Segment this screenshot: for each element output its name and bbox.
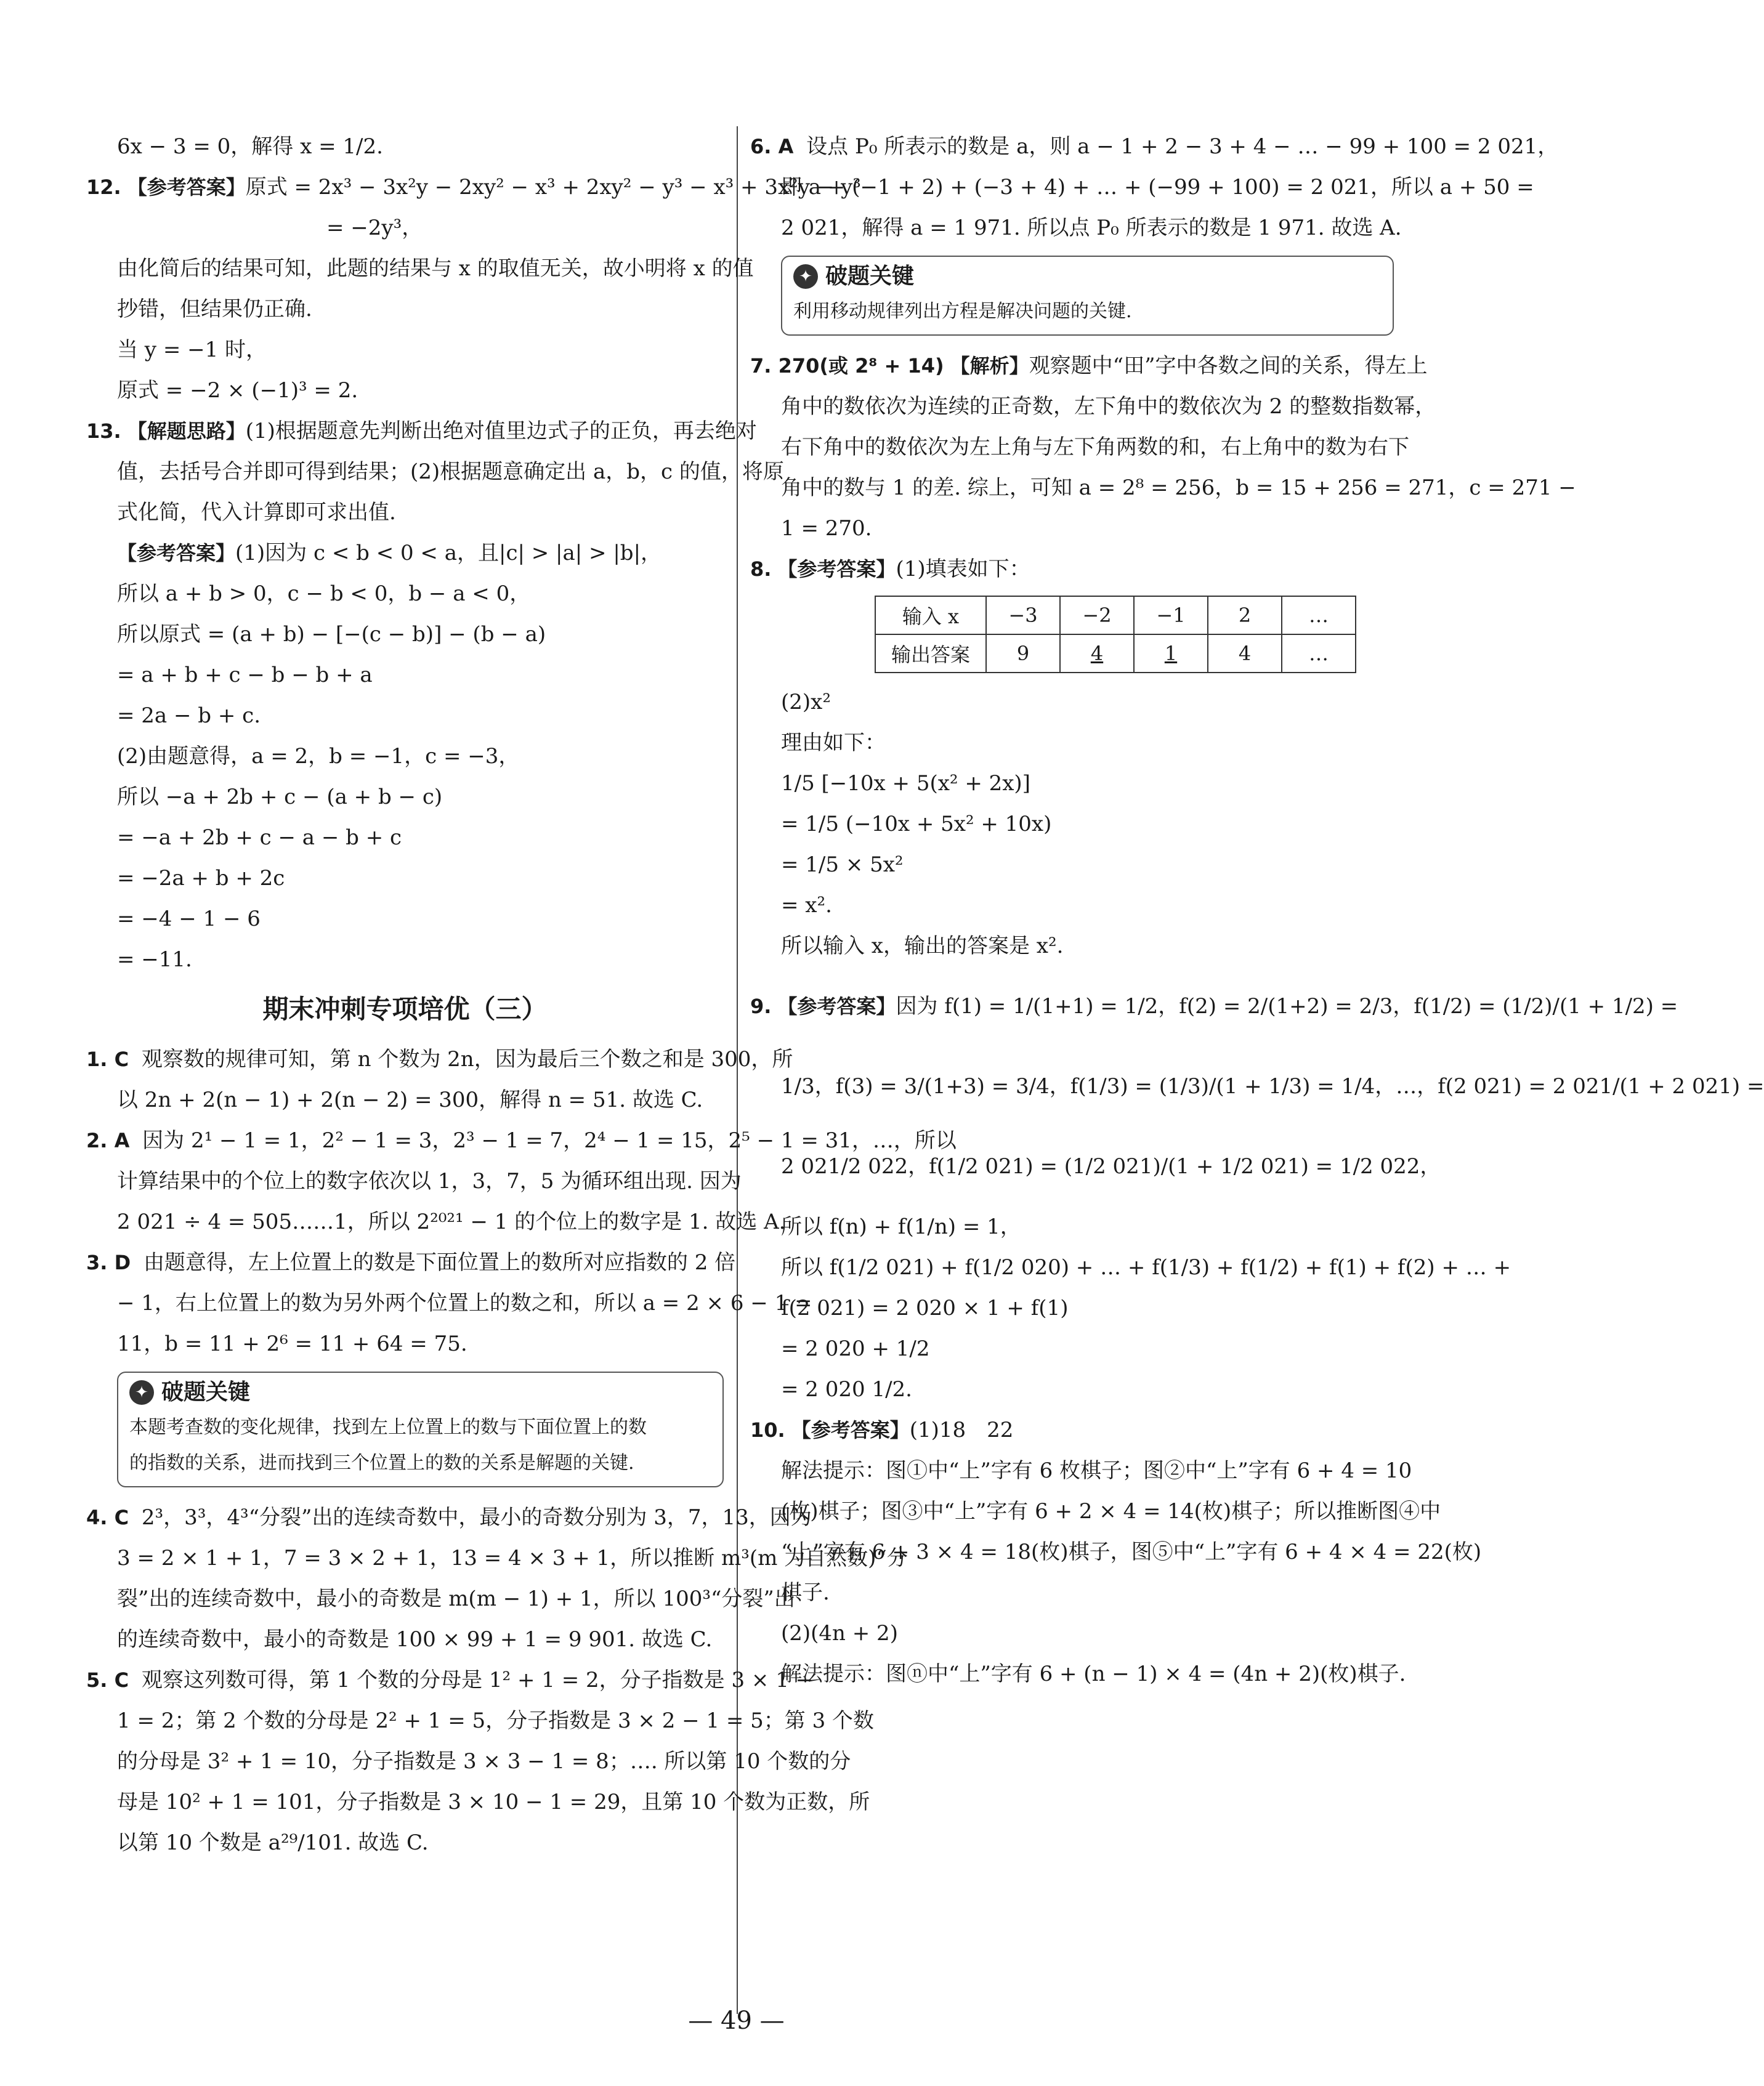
text-line: 原式 = −2 × (−1)³ = 2.: [117, 378, 358, 403]
text-line: 由化简后的结果可知，此题的结果与 x 的取值无关，故小明将 x 的值: [117, 256, 754, 281]
text-line: 裂”出的连续奇数中，最小的奇数是 m(m − 1) + 1，所以 100³“分裂”出: [117, 1587, 795, 1611]
text-line: (1)根据题意先判断出绝对值里边式子的正负，再去绝对: [245, 419, 757, 443]
text-line: 的分母是 3² + 1 = 10，分子指数是 3 × 3 − 1 = 8；…. 所以第 10 个数的分: [117, 1749, 851, 1774]
text-line: 所以 a + b > 0，c − b < 0，b − a < 0，: [117, 581, 531, 606]
question-number: 4. C: [86, 1506, 129, 1529]
question-number: 6. A: [750, 135, 794, 158]
formula-line: 1/5 [−10x + 5(x² + 2x)]: [781, 771, 1030, 796]
formula-line: f(2 021) = 2 020 × 1 + f(1): [781, 1296, 1069, 1320]
table-cell: −3: [986, 596, 1060, 634]
text-line: 解法提示：图①中“上”字有 6 枚棋子；图②中“上”字有 6 + 4 = 10: [781, 1458, 1412, 1483]
text-line: 计算结果中的个位上的数字依次以 1，3，7，5 为循环组出现. 因为: [117, 1169, 742, 1194]
q13-answer-line: [86, 533, 724, 573]
question-number: 10.: [750, 1418, 785, 1442]
text-line: 即 a + (−1 + 2) + (−3 + 4) + … + (−99 + 100) = 2 021，所以 a + 50 =: [781, 175, 1534, 200]
question-number: 12.: [86, 176, 121, 199]
question-number: 1. C: [86, 1048, 129, 1071]
text-line: = a + b + c − b − b + a: [117, 663, 373, 687]
analysis-tag: 【解析】: [950, 354, 1029, 378]
text-line: = −2y³，: [326, 216, 423, 240]
text-line: = −a + 2b + c − a − b + c: [117, 825, 402, 850]
text-line: 以第 10 个数是 a²⁹/101. 故选 C.: [117, 1830, 429, 1855]
solution-tag: 【解题思路】: [127, 419, 246, 443]
text-line: 以 2n + 2(n − 1) + 2(n − 2) = 300，解得 n = 51. 故选 C.: [117, 1088, 703, 1112]
table-cell: 4: [1060, 634, 1134, 673]
key-tip-box: [781, 256, 1394, 336]
text-line: (2)x²: [781, 690, 831, 714]
text-line: 所以原式 = (a + b) − [−(c − b)] − (b − a): [117, 622, 546, 647]
table-cell: 2: [1208, 596, 1282, 634]
question-number: 13.: [86, 419, 121, 443]
text-line: 所以输入 x，输出的答案是 x².: [781, 934, 1064, 958]
answer-tag: 【参考答案】: [777, 557, 896, 581]
question-number: 5. C: [86, 1668, 129, 1692]
section-title: 期末冲刺专项培优（三）: [262, 994, 548, 1024]
question-number: 9.: [750, 995, 772, 1018]
text-line: − 1，右上位置上的数为另外两个位置上的数之和，所以 a = 2 × 6 − 1 =: [117, 1291, 812, 1316]
text-line: 3 = 2 × 1 + 1，7 = 3 × 2 + 1，13 = 4 × 3 + 1，所以推断 m³(m 为自然数)“分: [117, 1546, 908, 1571]
text-line: 11，b = 11 + 2⁶ = 11 + 64 = 75.: [117, 1332, 467, 1356]
text-line: (1)填表如下：: [896, 557, 1030, 581]
formula-line: 因为 f(1) = 1/(1+1) = 1/2，f(2) = 2/(1+2) = 2/3，f(1/2) = (1/2)/(1 + 1/2) =: [896, 994, 1678, 1019]
text-line: (1)因为 c < b < 0 < a，且|c| > |a| > |b|，: [235, 541, 662, 565]
text-line: 当 y = −1 时，: [117, 338, 267, 362]
table-cell: 输出答案: [875, 634, 986, 673]
table-cell: …: [1282, 634, 1356, 673]
q4-line-1: [86, 1497, 812, 1538]
table-cell: −1: [1134, 596, 1208, 634]
text-line: 角中的数与 1 的差. 综上，可知 a = 2⁸ = 256，b = 15 + 256 = 271，c = 271 −: [781, 475, 1576, 500]
tip-header: [793, 259, 1382, 294]
text-line: 式化简，代入计算即可求出值.: [117, 500, 396, 525]
tip-text: 的指数的关系，进而找到三个位置上的数的关系是解题的关键.: [129, 1452, 634, 1474]
text-line: 观察这列数可得，第 1 个数的分母是 1² + 1 = 2，分子指数是 3 × 1 −: [141, 1668, 814, 1692]
q2-line-1: [86, 1120, 957, 1161]
q13-line-1: [86, 411, 757, 451]
text-line: 1 = 270.: [781, 516, 872, 541]
question-number: 3. D: [86, 1251, 131, 1274]
key-tip-box: [117, 1372, 724, 1487]
table-row: [875, 634, 1356, 673]
text-line: (枚)棋子；图③中“上”字有 6 + 2 × 4 = 14(枚)棋子；所以推断图④中: [781, 1499, 1441, 1524]
tip-header: [129, 1375, 711, 1410]
text-line: 棋子.: [781, 1580, 830, 1605]
text-line: 因为 2¹ − 1 = 1，2² − 1 = 3，2³ − 1 = 7，2⁴ − 1 = 15，2⁵ − 1 = 31，…，所以: [142, 1128, 957, 1153]
q10-line-1: [750, 1410, 1394, 1450]
text-line: 设点 P₀ 所表示的数是 a，则 a − 1 + 2 − 3 + 4 − … − 99 + 100 = 2 021，: [806, 134, 1559, 159]
answer-tag: 【参考答案】: [117, 541, 236, 565]
q5-line-1: [86, 1660, 814, 1700]
formula-line: = 1/5 × 5x²: [781, 852, 904, 877]
text-line: 母是 10² + 1 = 101，分子指数是 3 × 10 − 1 = 29，且第 10 个数为正数，所: [117, 1790, 870, 1814]
formula-line: 2 021/2 022，f(1/2 021) = (1/2 021)/(1 + 1/2 021) = 1/2 022，: [781, 1154, 1441, 1179]
text-line: “上”字有 6 + 3 × 4 = 18(枚)棋子，图⑤中“上”字有 6 + 4 × 4 = 22(枚): [781, 1540, 1482, 1564]
table-cell: 1: [1134, 634, 1208, 673]
table-cell: 输入 x: [875, 596, 986, 634]
q3-line-1: [86, 1242, 736, 1283]
page-number: — 49 —: [688, 2007, 785, 2035]
table-cell: 4: [1208, 634, 1282, 673]
text-line: (2)(4n + 2): [781, 1621, 898, 1646]
tip-text: 利用移动规律列出方程是解决问题的关键.: [793, 301, 1132, 322]
text-line: 值，去括号合并即可得到结果；(2)根据题意确定出 a，b，c 的值，将原: [117, 459, 784, 484]
text-line: 理由如下：: [781, 730, 886, 755]
text-line: 观察题中“田”字中各数之间的关系，得左上: [1029, 354, 1428, 378]
tip-title: 破题关键: [161, 1380, 251, 1405]
question-number: 8.: [750, 557, 772, 581]
formula-line: 所以 f(n) + f(1/n) = 1，: [781, 1215, 1021, 1239]
right-column: [750, 126, 1764, 1694]
lightbulb-icon: ✦: [129, 1380, 154, 1405]
answer-tag: 【参考答案】: [777, 995, 896, 1018]
question-number: 7. 270(或 2⁸ + 14): [750, 354, 944, 378]
table-row: [875, 596, 1356, 634]
tip-text: 本题考查数的变化规律，找到左上位置上的数与下面位置上的数: [129, 1417, 647, 1438]
text-line: = 2a − b + c.: [117, 703, 261, 728]
text-line: 所以 −a + 2b + c − (a + b − c): [117, 785, 443, 809]
table-cell: −2: [1060, 596, 1134, 634]
text-line: 原式 = 2x³ − 3x²y − 2xy² − x³ + 2xy² − y³ − x³ + 3x²y − y³: [245, 175, 861, 200]
text-line: 的连续奇数中，最小的奇数是 100 × 99 + 1 = 9 901. 故选 C.: [117, 1627, 713, 1652]
io-table: [875, 596, 1356, 673]
text-line: (2)由题意得，a = 2，b = −1，c = −3，: [117, 744, 520, 769]
text-line: = −11.: [117, 947, 192, 972]
q1-line-1: [86, 1039, 793, 1080]
text-line: 右下角中的数依次为左上角与左下角两数的和，右上角中的数为右下: [781, 435, 1409, 459]
text-line: = −4 − 1 − 6: [117, 907, 261, 931]
q8-line-1: [750, 549, 1394, 589]
text-line: (1)18 22: [909, 1418, 1014, 1442]
answer-tag: 【参考答案】: [791, 1418, 910, 1442]
text-line: 解法提示：图ⓝ中“上”字有 6 + (n − 1) × 4 = (4n + 2)(枚)棋子.: [781, 1662, 1406, 1686]
tip-title: 破题关键: [825, 264, 915, 289]
formula-line: = 2 020 1/2.: [781, 1377, 912, 1402]
formula-line: = 2 020 + 1/2: [781, 1336, 930, 1361]
formula-line: = 1/5 (−10x + 5x² + 10x): [781, 812, 1052, 836]
text-line: 2 021 ÷ 4 = 505……1，所以 2²⁰²¹ − 1 的个位上的数字是 1. 故选 A.: [117, 1210, 786, 1234]
text-line: 角中的数依次为连续的正奇数，左下角中的数依次为 2 的整数指数幂，: [781, 394, 1436, 419]
text-line: 由题意得，左上位置上的数是下面位置上的数所对应指数的 2 倍: [143, 1250, 736, 1275]
text-line: 6x − 3 = 0，解得 x = 1/2.: [117, 134, 383, 159]
text-line: = −2a + b + 2c: [117, 866, 285, 891]
lightbulb-icon: ✦: [793, 264, 818, 289]
text-line: 观察数的规律可知，第 n 个数为 2n，因为最后三个数之和是 300，所: [141, 1047, 793, 1072]
q7-line-1: [750, 346, 1428, 386]
text-line: 抄错，但结果仍正确.: [117, 297, 312, 321]
answer-tag: 【参考答案】: [127, 176, 246, 199]
formula-line: = x².: [781, 893, 832, 918]
q9-line-1: [750, 966, 1678, 1046]
io-table-wrapper: [750, 589, 1394, 682]
text-line: 1 = 2；第 2 个数的分母是 2² + 1 = 5，分子指数是 3 × 2 − 1 = 5；第 3 个数: [117, 1708, 875, 1733]
question-number: 2. A: [86, 1129, 130, 1152]
table-cell: 9: [986, 634, 1060, 673]
text-line: 2 021，解得 a = 1 971. 所以点 P₀ 所表示的数是 1 971. 故选 A.: [781, 216, 1402, 240]
text-line: 2³，3³，4³“分裂”出的连续奇数中，最小的奇数分别为 3，7，13，因为: [141, 1505, 812, 1530]
q12-line-1: [86, 167, 861, 208]
q6-line-1: [750, 126, 1559, 167]
table-cell: …: [1282, 596, 1356, 634]
formula-line: 所以 f(1/2 021) + f(1/2 020) + … + f(1/3) + f(1/2) + f(1) + f(2) + … +: [781, 1255, 1511, 1280]
formula-line: 1/3，f(3) = 3/(1+3) = 3/4，f(1/3) = (1/3)/(1 + 1/3) = 1/4，…，f(2 021) = 2 021/(1 + 2 021) =: [781, 1074, 1764, 1099]
